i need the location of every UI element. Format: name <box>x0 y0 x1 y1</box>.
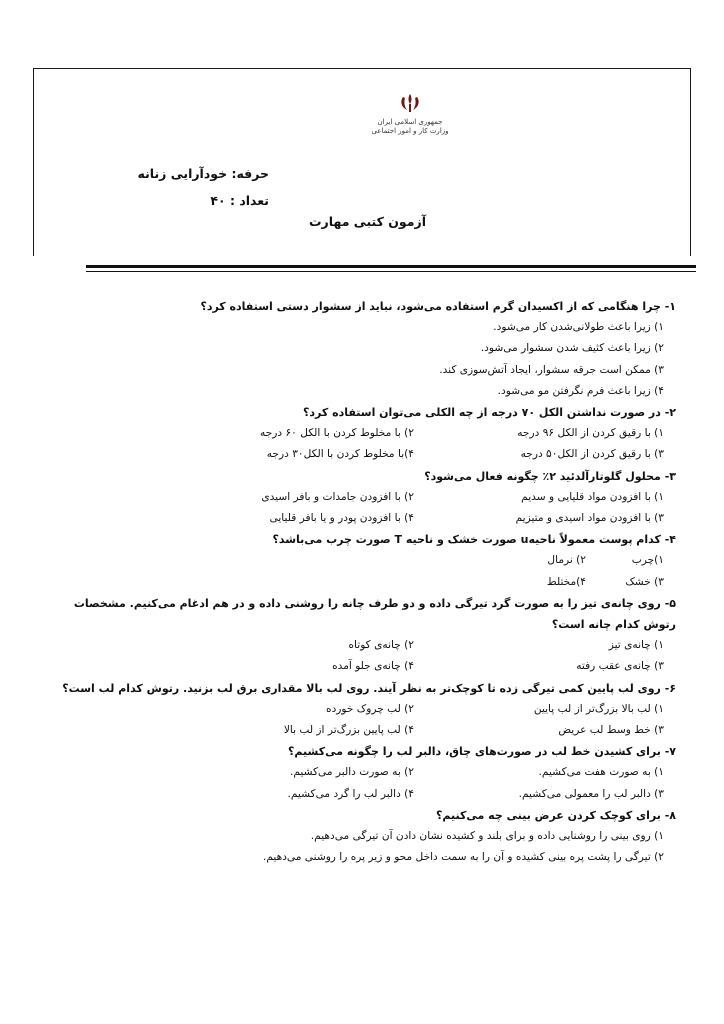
option-2: ۲) به صورت دالبر می‌کشیم. <box>289 766 414 779</box>
option-2: ۲) زیرا باعث کثیف شدن سشوار می‌شود. <box>480 342 664 355</box>
option-3: ۳) خط وسط لب عریض <box>558 724 664 737</box>
option-1: ۱) با افزودن مواد قلیایی و سدیم <box>521 490 664 503</box>
frame-left-line <box>33 68 34 256</box>
option-3: ۳) خشک <box>625 575 664 588</box>
trade-label: حرفه: خودآرایی زنانه <box>137 166 269 181</box>
question-2 <box>46 402 676 466</box>
question-text-continued: رتوش کدام چانه است؟ <box>551 618 676 632</box>
question-text: ۱- چرا هنگامی که از اکسیدان گرم استفاده می‌شود، نباید از سشوار دستی استفاده کرد؟ <box>200 300 676 313</box>
frame-right-line <box>690 68 691 256</box>
option-4: ۴) دالبر لب را گرد می‌کشیم. <box>287 787 414 800</box>
option-1: ۱) روی بینی را روشنایی داده و برای بلند و کشیده نشان دادن آن تیرگی می‌دهیم. <box>310 830 664 843</box>
question-text: ۷- برای کشیدن خط لب در صورت‌های چاق، دالبر لب را چگونه می‌کشیم؟ <box>288 745 676 759</box>
question-text: ۵- روی چانه‌ی تیز را به صورت گرد تیرگی داده و دو طرف چانه را روشنی داده و در هم ادغام می‌کنیم. مشخصات <box>73 596 676 610</box>
ministry-logo <box>345 92 475 142</box>
option-1: ۱) چانه‌ی تیز <box>608 639 664 652</box>
question-text: ۶- روی لب پایین کمی تیرگی زده تا کوچک‌تر به نظر آیند. روی لب بالا مقداری برق لب بزنید. رتوش کدام لب است؟ <box>62 681 676 695</box>
option-3: ۳) با رقیق کردن از الکل۵۰ درجه <box>520 448 664 461</box>
option-4: ۴) لب پایین بزرگ‌تر از لب بالا <box>283 724 414 737</box>
question-6 <box>46 678 676 742</box>
question-8 <box>46 805 676 869</box>
logo-caption-ministry: وزارت کار و امور اجتماعی <box>371 127 449 135</box>
option-1: ۱) زیرا باعث طولانی‌شدن کار می‌شود. <box>493 321 664 334</box>
frame-top-line <box>33 68 691 69</box>
question-3 <box>46 466 676 530</box>
option-4: ۴) چانه‌ی جلو آمده <box>332 660 414 673</box>
option-4: ۴)مختلط <box>546 575 586 588</box>
questions-list <box>46 296 676 868</box>
option-2: ۲) لب چروک خورده <box>326 702 414 715</box>
option-4: ۴)با مخلوط کردن با الکل۳۰ درجه <box>266 448 414 461</box>
count-label: تعداد : ۴۰ <box>210 193 269 208</box>
question-7 <box>46 741 676 805</box>
question-5 <box>46 593 676 678</box>
option-2: ۲) نرمال <box>547 554 586 567</box>
option-3: ۳) ممکن است جرقه سشوار، ایجاد آتش‌سوزی کند. <box>439 363 664 376</box>
emblem-icon <box>398 92 422 114</box>
question-text: ۲- در صورت نداشتن الکل ۷۰ درجه از چه الکلی می‌توان استفاده کرد؟ <box>302 406 676 420</box>
option-2: ۲) با افزودن جامدات و بافر اسیدی <box>261 490 414 503</box>
option-1: ۱)چرب <box>631 554 664 567</box>
option-3: ۳) دالبر لب را معمولی می‌کشیم. <box>518 787 664 800</box>
option-1: ۱) با رقیق کردن از الکل ۹۶ درجه <box>517 427 664 440</box>
option-4: ۴) با افزودن پودر و یا بافر قلیایی <box>269 512 414 525</box>
header-rule-thick <box>86 265 696 268</box>
option-1: ۱) لب بالا بزرگ‌تر از لب پایین <box>533 702 664 715</box>
question-1 <box>46 296 676 402</box>
exam-title: آزمون کتبی مهارت <box>309 214 426 229</box>
option-2: ۲) تیرگی را پشت پره بینی کشیده و آن را به سمت داخل محو و زیر پره را روشنی می‌دهیم. <box>263 851 664 864</box>
option-2: ۲) چانه‌ی کوتاه <box>348 639 414 652</box>
logo-caption-country: جمهوری اسلامی ایران <box>377 118 443 126</box>
question-text: ۴- کدام پوست معمولاً ناحیهu صورت خشک و ناحیه T صورت چرب می‌باشد؟ <box>272 533 676 547</box>
question-text: ۳- محلول گلوتارآلدئید ۲٪ چگونه فعال می‌شود؟ <box>424 469 676 483</box>
option-2: ۲) با مخلوط کردن با الکل ۶۰ درجه <box>260 427 414 440</box>
option-4: ۴) زیرا باعث فرم نگرفتن مو می‌شود. <box>497 384 664 397</box>
option-1: ۱) به صورت هفت می‌کشیم. <box>538 766 664 779</box>
question-4 <box>46 529 676 593</box>
question-text: ۸- برای کوچک کردن عرض بینی چه می‌کنیم؟ <box>436 808 676 822</box>
header-rule-thin <box>86 271 696 272</box>
option-3: ۳) با افزودن مواد اسیدی و متیزیم <box>515 512 664 525</box>
option-3: ۳) چانه‌ی عقب رفته <box>576 660 664 673</box>
